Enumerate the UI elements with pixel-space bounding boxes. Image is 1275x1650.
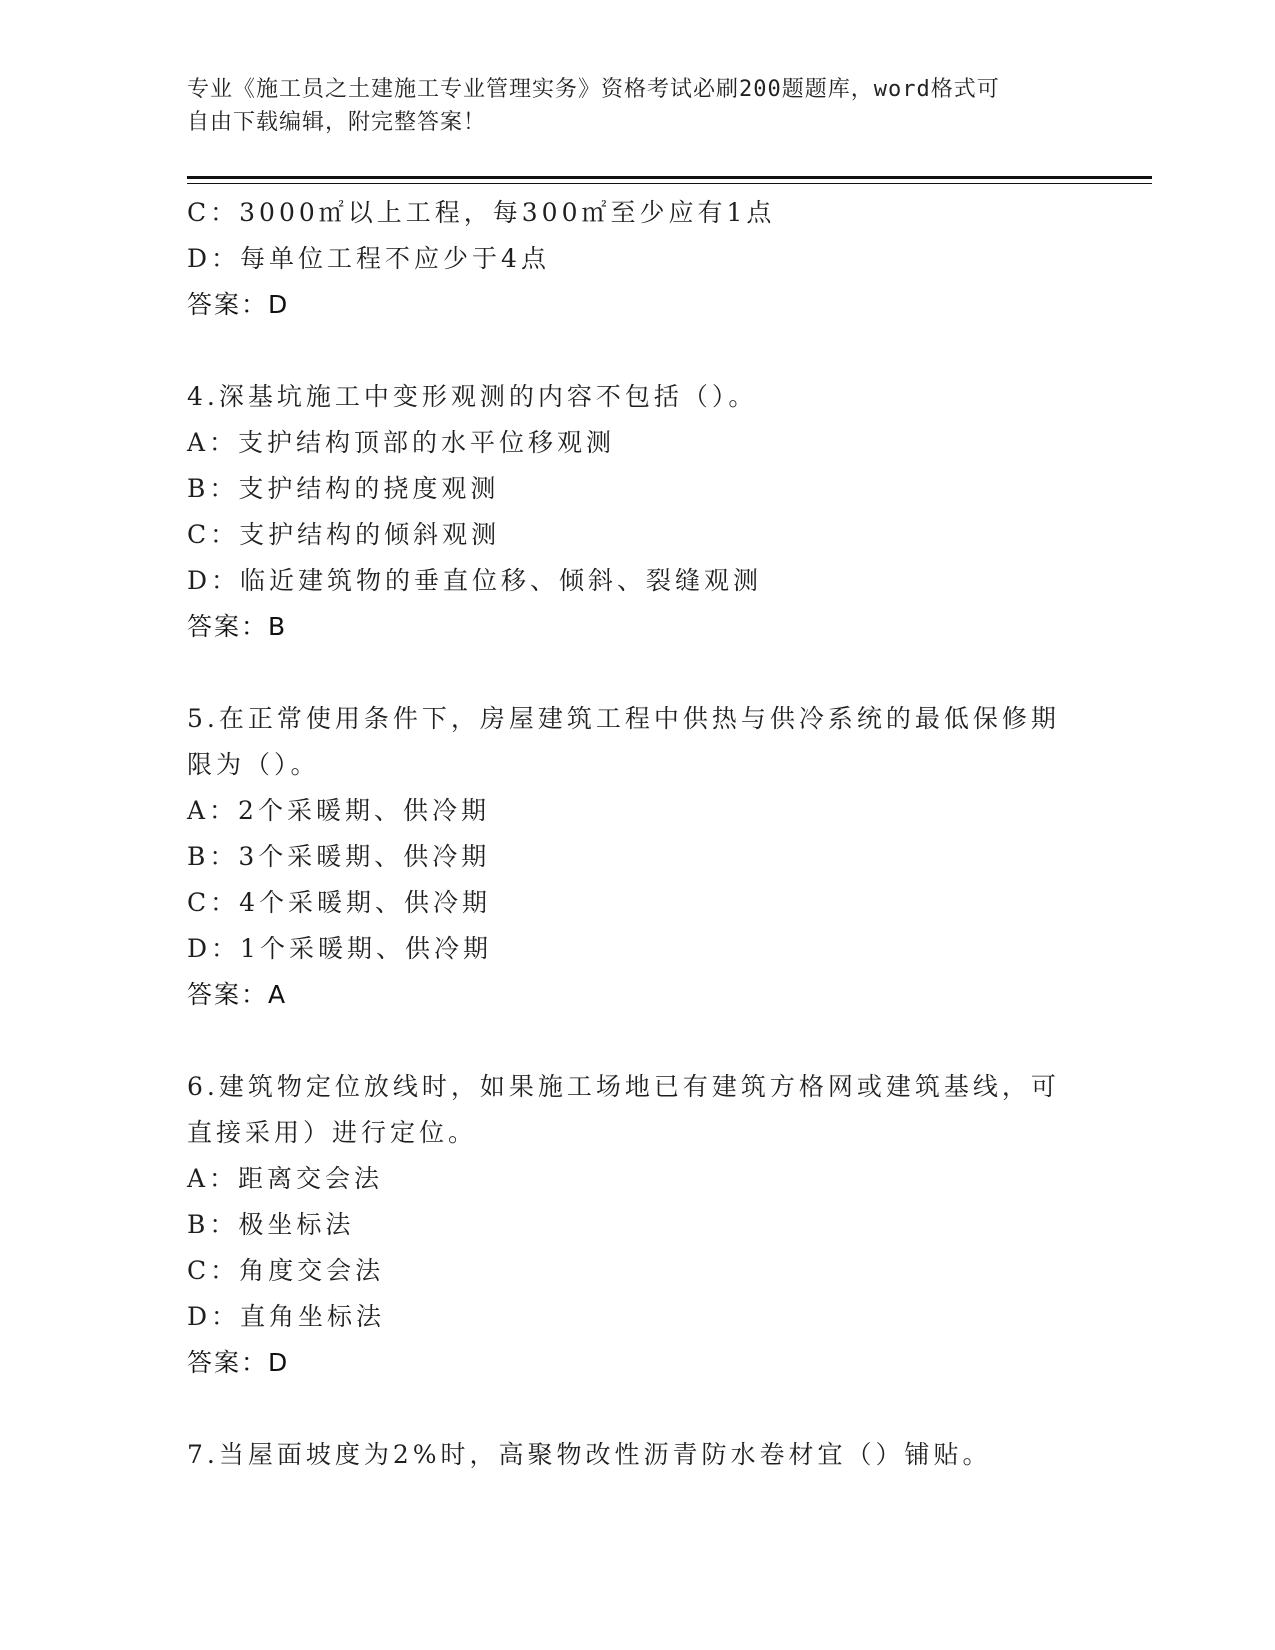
question-list <box>187 190 1107 1478</box>
header-title-line-1: 专业《施工员之土建施工专业管理实务》资格考试必刷200题题库，word格式可 <box>187 77 1000 102</box>
option-b: B：极坐标法 <box>187 1210 355 1239</box>
option-b: B：支护结构的挠度观测 <box>187 474 500 503</box>
option-a: A：距离交会法 <box>187 1164 384 1193</box>
question-stem: 4.深基坑施工中变形观测的内容不包括（）。 <box>187 382 758 411</box>
option-d: D：每单位工程不应少于4点 <box>187 244 550 273</box>
option-c: C：支护结构的倾斜观测 <box>187 520 501 549</box>
header-title-line-2: 自由下载编辑，附完整答案！ <box>187 110 487 135</box>
answer-line: 答案：D <box>187 290 290 319</box>
answer-line: 答案：A <box>187 980 288 1009</box>
answer-line: 答案：D <box>187 1348 290 1377</box>
option-b: B：3个采暖期、供冷期 <box>187 842 491 871</box>
option-d: D：临近建筑物的垂直位移、倾斜、裂缝观测 <box>187 566 763 595</box>
question-6 <box>187 1064 1107 1386</box>
question-5 <box>187 696 1107 1018</box>
option-c: C：角度交会法 <box>187 1256 385 1285</box>
document-header <box>187 73 1067 139</box>
question-7 <box>187 1432 1107 1478</box>
question-fragment <box>187 190 1107 328</box>
answer-line: 答案：B <box>187 612 288 641</box>
option-c: C：3000㎡以上工程，每300㎡至少应有1点 <box>187 198 776 227</box>
option-a: A：支护结构顶部的水平位移观测 <box>187 428 616 457</box>
header-divider-thin <box>187 183 1152 184</box>
option-c: C：4个采暖期、供冷期 <box>187 888 492 917</box>
question-stem: 6.建筑物定位放线时，如果施工场地已有建筑方格网或建筑基线，可直接采用）进行定位。 <box>187 1072 1060 1147</box>
header-divider-thick <box>187 176 1152 179</box>
question-stem: 5.在正常使用条件下，房屋建筑工程中供热与供冷系统的最低保修期限为（）。 <box>187 704 1060 779</box>
option-d: D：1个采暖期、供冷期 <box>187 934 492 963</box>
question-4 <box>187 374 1107 650</box>
question-stem: 7.当屋面坡度为2%时，高聚物改性沥青防水卷材宜（）铺贴。 <box>187 1440 992 1469</box>
option-a: A：2个采暖期、供冷期 <box>187 796 490 825</box>
option-d: D：直角坐标法 <box>187 1302 386 1331</box>
